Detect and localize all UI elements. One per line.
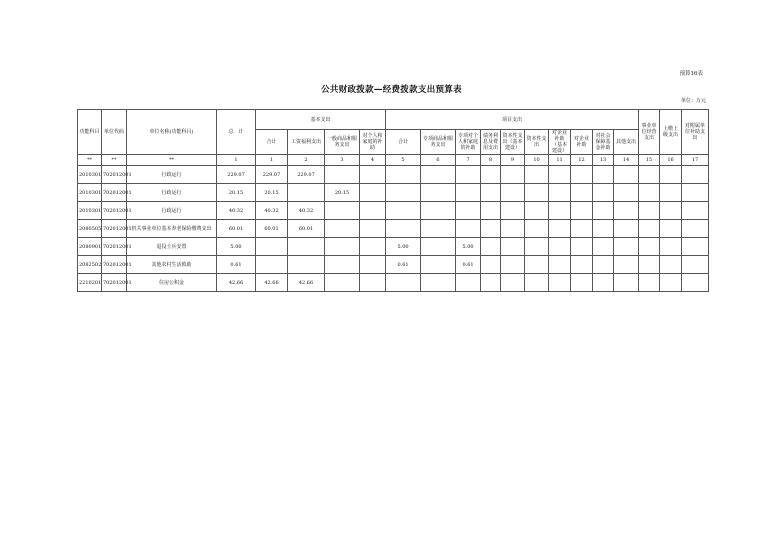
empty-cell	[660, 220, 682, 238]
header-subsidy-expenditure: 对附属单位补助支出	[682, 110, 709, 155]
basic-person-cell	[360, 256, 386, 274]
header-basic-col: 合计	[256, 130, 288, 155]
header-project-col: 资本性支出	[525, 130, 549, 155]
empty-cell	[593, 256, 614, 274]
index-cell: 17	[682, 155, 709, 166]
total-cell: 229.07	[217, 166, 256, 184]
header-project-col: 专项商品和服务支出	[421, 130, 456, 155]
unit-name-cell: 住房公积金	[127, 274, 217, 292]
empty-cell	[549, 202, 571, 220]
table-row	[78, 238, 709, 256]
empty-cell	[549, 238, 571, 256]
basic-person-cell	[360, 238, 386, 256]
empty-cell	[660, 202, 682, 220]
header-project-col: 债务利息及费用支出	[481, 130, 501, 155]
unit-label: 单位：万元	[680, 98, 706, 104]
empty-cell	[549, 274, 571, 292]
basic-total-cell: 40.32	[256, 202, 288, 220]
header-basic-expenditure: 基本支出	[256, 110, 386, 130]
index-cell: 16	[660, 155, 682, 166]
empty-cell	[593, 202, 614, 220]
index-cell: 1	[217, 155, 256, 166]
empty-cell	[614, 220, 639, 238]
basic-wage-cell: 229.07	[288, 166, 325, 184]
project-total-cell	[386, 274, 421, 292]
func-code-cell: 2080901	[78, 238, 102, 256]
header-project-col: 合计	[386, 130, 421, 155]
unit-name-cell: 行政运行	[127, 166, 217, 184]
empty-cell	[571, 166, 593, 184]
empty-cell	[525, 238, 549, 256]
unit-code-cell: 702012001	[102, 202, 127, 220]
header-func-code: 功能科目	[78, 110, 102, 155]
basic-person-cell	[360, 202, 386, 220]
unit-name-cell: 机关事业单位基本养老保险缴费支出	[127, 220, 217, 238]
unit-name-cell: 其他农村生活救助	[127, 256, 217, 274]
project-total-cell: 5.00	[386, 238, 421, 256]
project-person-cell: 0.61	[456, 256, 481, 274]
empty-cell	[593, 274, 614, 292]
empty-cell	[525, 166, 549, 184]
empty-cell	[593, 184, 614, 202]
empty-cell	[571, 220, 593, 238]
basic-person-cell	[360, 184, 386, 202]
func-code-cell: 2082502	[78, 256, 102, 274]
project-total-cell: 0.61	[386, 256, 421, 274]
header-upper-expenditure: 上缴上级支出	[660, 110, 682, 155]
empty-cell	[421, 202, 456, 220]
func-code-cell: 2210201	[78, 274, 102, 292]
index-cell: 10	[525, 155, 549, 166]
unit-name-cell: 行政运行	[127, 202, 217, 220]
empty-cell	[481, 256, 501, 274]
basic-total-cell: 42.66	[256, 274, 288, 292]
empty-cell	[682, 274, 709, 292]
basic-goods-cell	[325, 220, 360, 238]
empty-cell	[501, 238, 525, 256]
table-row	[78, 274, 709, 292]
index-cell: 1	[256, 155, 288, 166]
index-cell: 14	[614, 155, 639, 166]
index-cell: **	[127, 155, 217, 166]
empty-cell	[682, 166, 709, 184]
func-code-cell: 2010301	[78, 202, 102, 220]
project-person-cell	[456, 220, 481, 238]
index-cell: 13	[593, 155, 614, 166]
header-project-col: 资本性支出（基本建设）	[501, 130, 525, 155]
empty-cell	[614, 274, 639, 292]
unit-code-cell: 702012001	[102, 166, 127, 184]
basic-total-cell	[256, 256, 288, 274]
header-basic-col: 一般商品和服务支出	[325, 130, 360, 155]
empty-cell	[525, 256, 549, 274]
empty-cell	[593, 166, 614, 184]
empty-cell	[481, 274, 501, 292]
basic-person-cell	[360, 166, 386, 184]
unit-name-cell: 行政运行	[127, 184, 217, 202]
empty-cell	[682, 202, 709, 220]
empty-cell	[639, 166, 660, 184]
table-body	[78, 166, 709, 292]
empty-cell	[481, 202, 501, 220]
index-cell: 9	[501, 155, 525, 166]
index-cell: 15	[639, 155, 660, 166]
empty-cell	[682, 220, 709, 238]
empty-cell	[481, 238, 501, 256]
func-code-cell: 2080505	[78, 220, 102, 238]
unit-code-cell: 702012001	[102, 238, 127, 256]
index-cell: **	[102, 155, 127, 166]
total-cell: 5.00	[217, 238, 256, 256]
empty-cell	[525, 220, 549, 238]
empty-cell	[639, 238, 660, 256]
index-cell: 5	[386, 155, 421, 166]
empty-cell	[639, 202, 660, 220]
table-row	[78, 202, 709, 220]
empty-cell	[421, 256, 456, 274]
project-total-cell	[386, 220, 421, 238]
func-code-cell: 2010301	[78, 166, 102, 184]
header-project-col: 专项对个人和家庭的补助	[456, 130, 481, 155]
index-cell: 8	[481, 155, 501, 166]
empty-cell	[660, 184, 682, 202]
basic-total-cell: 60.01	[256, 220, 288, 238]
index-cell: 4	[360, 155, 386, 166]
unit-code-cell: 702012001	[102, 256, 127, 274]
header-total: 总 计	[217, 110, 256, 155]
empty-cell	[501, 184, 525, 202]
empty-cell	[549, 256, 571, 274]
budget-table	[77, 109, 709, 292]
empty-cell	[660, 274, 682, 292]
header-project-col: 对企业补助（基本建设）	[549, 130, 571, 155]
project-person-cell	[456, 202, 481, 220]
empty-cell	[614, 166, 639, 184]
empty-cell	[525, 202, 549, 220]
empty-cell	[421, 184, 456, 202]
empty-cell	[593, 238, 614, 256]
empty-cell	[593, 220, 614, 238]
header-unit-code: 单位代码	[102, 110, 127, 155]
basic-goods-cell	[325, 202, 360, 220]
empty-cell	[501, 202, 525, 220]
basic-wage-cell: 42.66	[288, 274, 325, 292]
basic-goods-cell	[325, 166, 360, 184]
table-row	[78, 220, 709, 238]
empty-cell	[549, 166, 571, 184]
empty-cell	[549, 184, 571, 202]
index-cell: 3	[325, 155, 360, 166]
basic-total-cell: 20.15	[256, 184, 288, 202]
empty-cell	[421, 220, 456, 238]
index-row	[78, 155, 709, 166]
unit-code-cell: 702012001	[102, 220, 127, 238]
empty-cell	[571, 238, 593, 256]
table-number-label: 预算16表	[679, 71, 703, 77]
basic-wage-cell	[288, 256, 325, 274]
project-person-cell: 5.00	[456, 238, 481, 256]
header-unit-name: 单位名称(功能科目)	[127, 110, 217, 155]
total-cell: 0.61	[217, 256, 256, 274]
empty-cell	[660, 256, 682, 274]
header-project-expenditure: 项目支出	[386, 110, 639, 130]
index-cell: 7	[456, 155, 481, 166]
empty-cell	[501, 256, 525, 274]
empty-cell	[614, 184, 639, 202]
empty-cell	[639, 274, 660, 292]
basic-total-cell: 229.07	[256, 166, 288, 184]
empty-cell	[421, 274, 456, 292]
header-basic-col: 对个人和家庭的补助	[360, 130, 386, 155]
func-code-cell: 2010301	[78, 184, 102, 202]
empty-cell	[549, 220, 571, 238]
header-project-col: 其他支出	[614, 130, 639, 155]
empty-cell	[682, 256, 709, 274]
total-cell: 40.32	[217, 202, 256, 220]
project-person-cell	[456, 274, 481, 292]
index-cell: 2	[288, 155, 325, 166]
empty-cell	[481, 166, 501, 184]
empty-cell	[614, 238, 639, 256]
empty-cell	[421, 166, 456, 184]
empty-cell	[614, 202, 639, 220]
basic-wage-cell: 60.01	[288, 220, 325, 238]
total-cell: 60.01	[217, 220, 256, 238]
basic-goods-cell	[325, 238, 360, 256]
empty-cell	[525, 274, 549, 292]
basic-wage-cell	[288, 184, 325, 202]
empty-cell	[481, 184, 501, 202]
table-row	[78, 166, 709, 184]
basic-person-cell	[360, 220, 386, 238]
empty-cell	[682, 238, 709, 256]
index-cell: 11	[549, 155, 571, 166]
basic-wage-cell: 40.32	[288, 202, 325, 220]
empty-cell	[501, 220, 525, 238]
unit-code-cell: 702012001	[102, 184, 127, 202]
basic-goods-cell	[325, 274, 360, 292]
basic-person-cell	[360, 274, 386, 292]
header-project-col: 对社会保障基金补助	[593, 130, 614, 155]
page-title: 公共财政拨款—经费拨款支出预算表	[321, 85, 462, 95]
header-basic-col: 工资福利支出	[288, 130, 325, 155]
basic-goods-cell	[325, 256, 360, 274]
unit-code-cell: 702012001	[102, 274, 127, 292]
table-row	[78, 256, 709, 274]
total-cell: 20.15	[217, 184, 256, 202]
empty-cell	[639, 184, 660, 202]
empty-cell	[481, 220, 501, 238]
project-person-cell	[456, 184, 481, 202]
empty-cell	[571, 256, 593, 274]
index-cell: 6	[421, 155, 456, 166]
empty-cell	[501, 274, 525, 292]
empty-cell	[639, 220, 660, 238]
empty-cell	[660, 166, 682, 184]
index-cell: 12	[571, 155, 593, 166]
empty-cell	[639, 256, 660, 274]
header-project-col: 对企业补助	[571, 130, 593, 155]
project-total-cell	[386, 202, 421, 220]
empty-cell	[525, 184, 549, 202]
index-cell: **	[78, 155, 102, 166]
header-row-1	[78, 110, 709, 130]
unit-name-cell: 退役士兵安置	[127, 238, 217, 256]
empty-cell	[682, 184, 709, 202]
empty-cell	[660, 238, 682, 256]
empty-cell	[614, 256, 639, 274]
basic-total-cell	[256, 238, 288, 256]
total-cell: 42.66	[217, 274, 256, 292]
empty-cell	[421, 238, 456, 256]
header-business-expenditure: 事业单位经营支出	[639, 110, 660, 155]
project-total-cell	[386, 184, 421, 202]
empty-cell	[571, 202, 593, 220]
basic-wage-cell	[288, 238, 325, 256]
project-person-cell	[456, 166, 481, 184]
project-total-cell	[386, 166, 421, 184]
basic-goods-cell: 20.15	[325, 184, 360, 202]
empty-cell	[571, 274, 593, 292]
empty-cell	[501, 166, 525, 184]
table-row	[78, 184, 709, 202]
empty-cell	[571, 184, 593, 202]
